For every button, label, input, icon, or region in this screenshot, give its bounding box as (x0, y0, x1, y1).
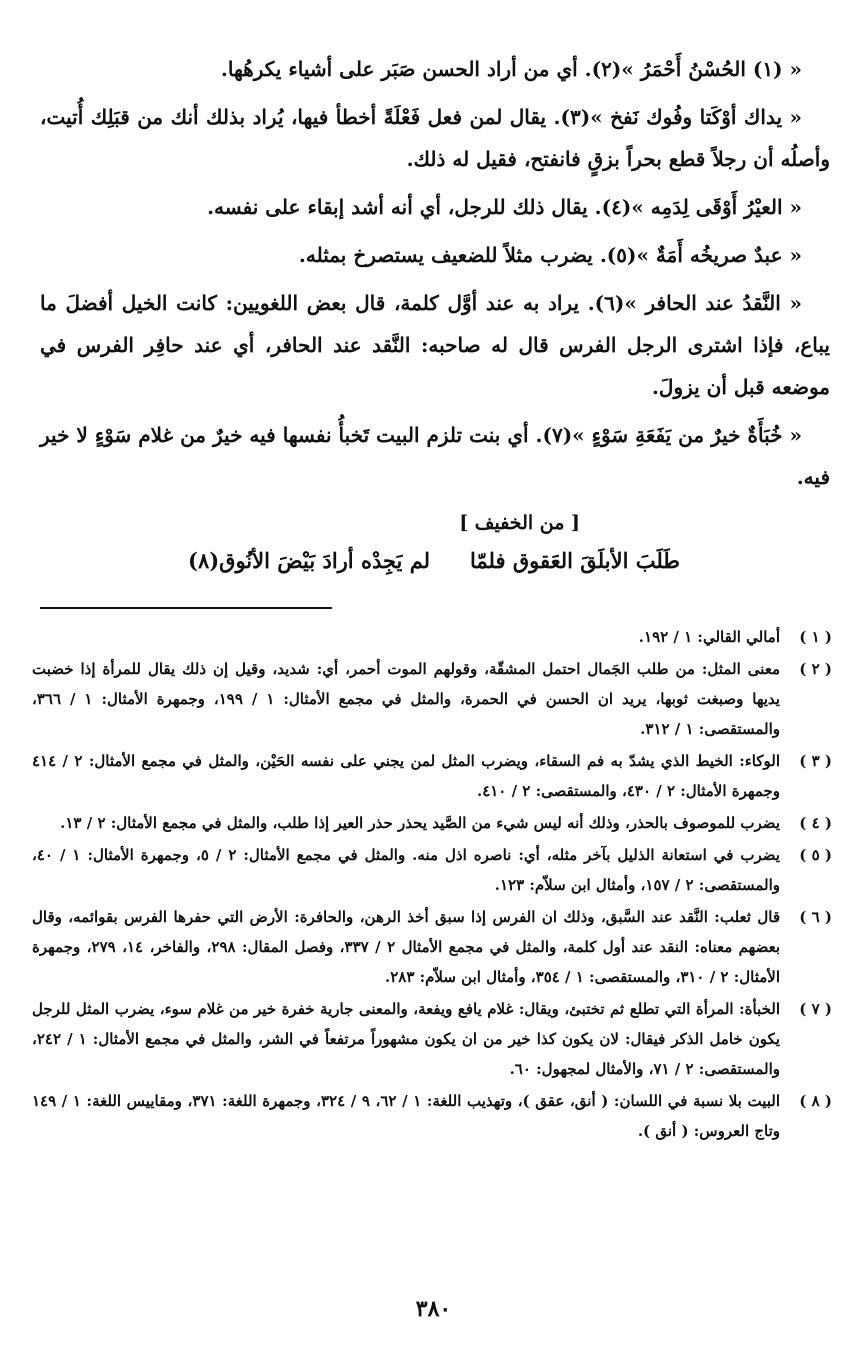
proverb-paragraph-4: « عبدٌ صريخُه أَمَةٌ »(٥). يضرب مثلاً للضعيف يستصرخ بمثله. (298, 243, 802, 267)
verse-line (40, 544, 830, 578)
footnote-text: أمالي القالي: ١ / ١٩٢. (638, 628, 780, 646)
footnote-number: ( ٤ ) (799, 814, 832, 832)
footnote-text: يضرب في استعانة الذليل بآخر مثله، أي: ناصره اذل منه. والمثل في مجمع الأمثال: ٢ / ٥، وجمهرة الأمثال: ١ / ٤٠، والمستقصى: ٢ / ١٥٧، وأمثال ابن سلاّم: ١٢٣. (32, 846, 780, 894)
footnote-number: ( ٦ ) (799, 908, 832, 926)
page-number: ٣٨٠ (415, 1296, 452, 1322)
proverb-paragraph-6: « خُبَأَةٌ خيرٌ من يَفَعَةِ سَوْءٍ »(٧). أي بنت تلزم البيت تَخبأُ نفسها فيه خيرٌ من غلام سَوْءٍ لا خير فيه. (40, 423, 830, 489)
footnote-text: قال ثعلب: النَّقد عند السَّبق، وذلك ان الفرس إذا سبق أخذ الرهن، والحافرة: الأرض التي حفرها الفرس بقوائمه، وقال بعضهم معناه: النقد عند أول كلمة، والمثل في مجمع الأمثال ٢ / ٣٣٧، وفصل المقال: ٢٩٨، والفاخر، ١٤، ٢٧٩، وجمهرة الأمثال: ٢ / ٣١٠، والمستقصى: ١ / ٣٥٤، وأمثال ابن سلاّم: ٢٨٣. (32, 908, 780, 986)
footnote-number: ( ٥ ) (799, 846, 832, 864)
footnote-divider (40, 607, 332, 609)
footnote-number: ( ٧ ) (799, 1000, 832, 1018)
footnote-number: ( ٨ ) (799, 1092, 832, 1110)
footnote (32, 654, 832, 744)
proverb-paragraph-5: « النَّقدُ عند الحافر »(٦). يراد به عند أوَّل كلمة، قال بعض اللغويين: كانت الخيل أفضلَ ما يباع، فإذا اشترى الرجل الفرس قال له صاحبه: النَّقد عند الحافر، أي عند حافِر الفرس في موضعه قبل أن يزولَ. (40, 291, 830, 399)
verse-second-hemistich: لم يَجِدْه أرادَ بَيْضَ الأنُوق(٨) (188, 548, 431, 573)
proverb-paragraph-1: « (١) الحُسْنُ أَحْمَرُ »(٢). أي من أراد الحسن صَبَر على أشياء يكرهُها. (220, 57, 802, 81)
footnote (32, 746, 832, 806)
footnote (32, 902, 832, 992)
footnotes (32, 622, 832, 1146)
footnote-number: ( ٣ ) (799, 752, 832, 770)
footnote-number: ( ١ ) (799, 628, 832, 646)
footnote (32, 840, 832, 900)
proverb-paragraph-3: « العيْرُ أَوْقَى لِدَمِه »(٤). يقال ذلك للرجل، أي أنه أشد إبقاء على نفسه. (207, 195, 802, 219)
verse-meter-label: [ من الخفيف ] (459, 512, 580, 534)
footnote-text: الخبأة: المرأة التي تطلع ثم تختبئ، ويقال: غلام يافع ويفعة، والمعنى جارية خفرة خير من غلام سوء، يضرب المثل للرجل يكون خامل الذكر فيقال: لان يكون كذا خير من ان يكون مشهوراً مرتفعاً في الشر، والمثل في مجمع الأمثال: ١ / ٢٤٢، والمستقصى: ٢ / ٧١، والأمثال لمجهول: ٦٠. (32, 1000, 780, 1078)
proverb-paragraph-2: « يداك أوْكَتا وفُوك نَفخ »(٣). يقال لمن فعل فَعْلَةً أخطأ فيها، يُراد بذلك أنك من قبَلِك أُتيت، وأصلُه أن رجلاً قطع بحراً بزقٍ فانفتح، فقيل له ذلك. (40, 105, 830, 171)
footnote-text: البيت بلا نسبة في اللسان: ( أنق، عقق )، وتهذيب اللغة: ١ / ٦٢، ٩ / ٣٢٤، وجمهرة اللغة: ٣٧١، ومقاييس اللغة: ١ / ١٤٩ وتاج العروس: ( أنق ). (32, 1092, 780, 1140)
footnote-text: الوكاء: الخيط الذي يشدّ به فم السقاء، ويضرب المثل لمن يجني على نفسه الحَيْن، والمثل في مجمع الأمثال: ٢ / ٤١٤ وجمهرة الأمثال: ٢ / ٤٣٠، والمستقصى: ٢ / ٤١٠. (32, 752, 780, 800)
footnote (32, 994, 832, 1084)
footnote-text: معنى المثل: من طلب الجَمال احتمل المشقّة، وقولهم الموت أحمر، أي: شديد، وقيل إن ذلك يقال للمرأة إذا خضبت يديها وصبغت ثوبها، يريد ان الحسن في الحمرة، والمثل في مجمع الأمثال: ١ / ١٩٩، وجمهرة الأمثال: ١ / ٣٦٦، والمستقصى: ١ / ٣١٢. (32, 660, 780, 738)
footnote-number: ( ٢ ) (799, 660, 832, 678)
verse-first-hemistich: طَلَبَ الأبلَقَ العَقوق فلمّا (470, 548, 680, 573)
main-text (40, 48, 830, 578)
footnote (32, 622, 832, 652)
footnote (32, 808, 832, 838)
footnote-text: يضرب للموصوف بالحذر، وذلك أنه ليس شيء من الصَّيد يحذر حذر العير إذا طلب، والمثل في مجمع الأمثال: ٢ / ١٣. (60, 814, 780, 832)
footnote (32, 1086, 832, 1146)
